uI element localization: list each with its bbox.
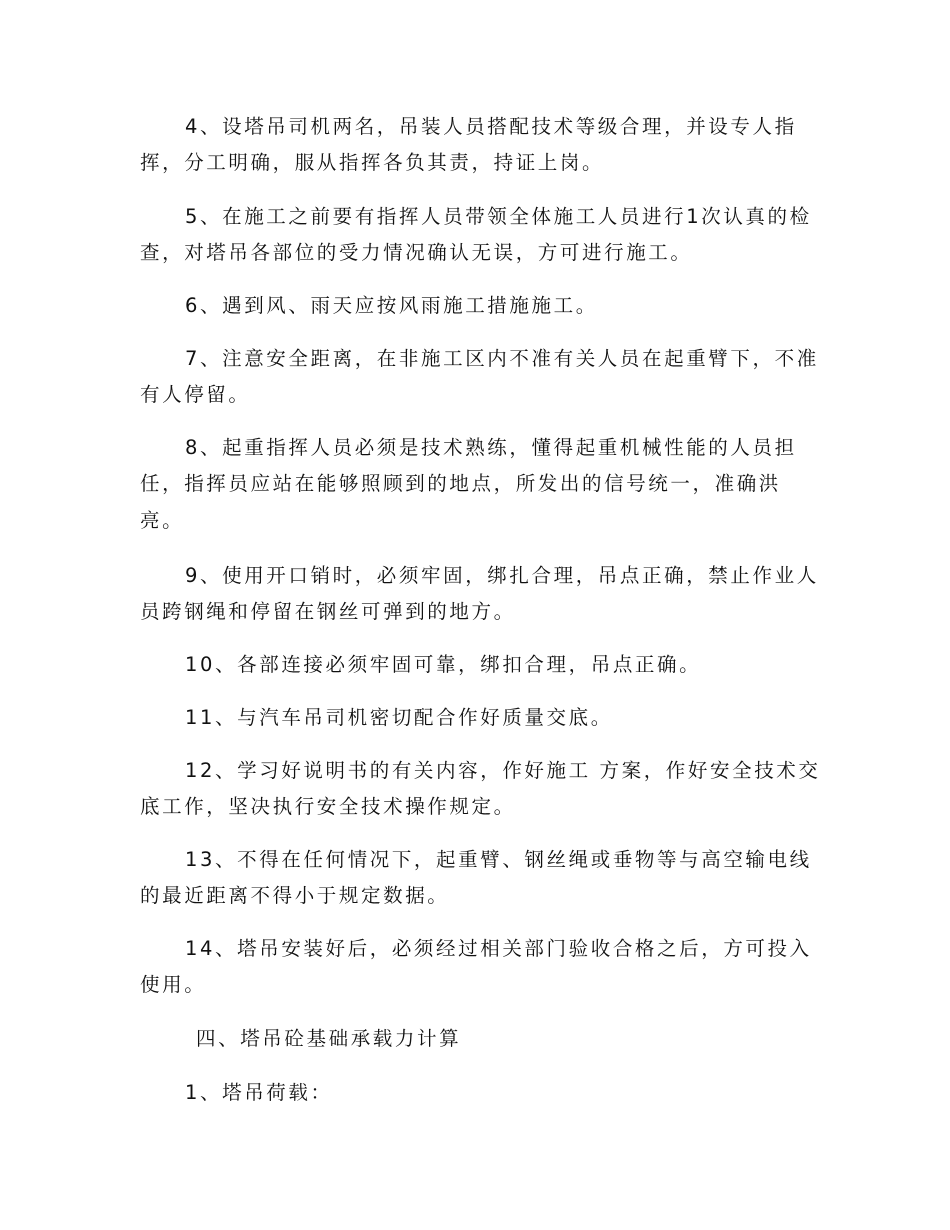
paragraph-13-line-1: 13、不得在任何情况下，起重臂、钢丝绳或垂物等与高空输电线 [185, 848, 812, 871]
paragraph-6-line-1: 6、遇到风、雨天应按风雨施工措施施工。 [185, 294, 598, 317]
paragraph-5-line-2: 查，对塔吊各部位的受力情况确认无误，方可进行施工。 [140, 241, 693, 264]
section-heading: 四、塔吊砼基础承载力计算 [196, 1027, 462, 1050]
paragraph-10-line-1: 10、各部连接必须牢固可靠，绑扣合理，吊点正确。 [185, 653, 702, 676]
paragraph-13-line-2: 的最近距离不得小于规定数据。 [140, 884, 450, 907]
sub-item-tower-crane-load: 1、塔吊荷载： [185, 1081, 333, 1104]
paragraph-12-line-1: 12、学习好说明书的有关内容，作好施工 方案，作好安全技术交 [185, 759, 821, 782]
paragraph-14-line-2: 使用。 [140, 973, 207, 996]
paragraph-7-line-2: 有人停留。 [140, 383, 251, 406]
paragraph-4-line-1: 4、设塔吊司机两名，吊装人员搭配技术等级合理，并设专人指 [185, 115, 797, 138]
paragraph-9-line-1: 9、使用开口销时，必须牢固，绑扎合理，吊点正确，禁止作业人 [185, 564, 819, 587]
paragraph-5-line-1: 5、在施工之前要有指挥人员带领全体施工人员进行1次认真的检 [185, 205, 812, 228]
paragraph-8-line-3: 亮。 [140, 509, 185, 532]
paragraph-8-line-2: 任，指挥员应站在能够照顾到的地点，所发出的信号统一，准确洪 [140, 472, 781, 495]
paragraph-12-line-2: 底工作，坚决执行安全技术操作规定。 [140, 795, 516, 818]
paragraph-7-line-1: 7、注意安全距离，在非施工区内不准有关人员在起重臂下，不准 [185, 347, 819, 370]
paragraph-11-line-1: 11、与汽车吊司机密切配合作好质量交底。 [185, 706, 613, 729]
paragraph-8-line-1: 8、起重指挥人员必须是技术熟练，懂得起重机械性能的人员担 [185, 436, 797, 459]
paragraph-14-line-1: 14、塔吊安装好后，必须经过相关部门验收合格之后，方可投入 [185, 937, 812, 960]
paragraph-9-line-2: 员跨钢绳和停留在钢丝可弹到的地方。 [140, 600, 516, 623]
paragraph-4-line-2: 挥，分工明确，服从指挥各负其责，持证上岗。 [140, 151, 605, 174]
